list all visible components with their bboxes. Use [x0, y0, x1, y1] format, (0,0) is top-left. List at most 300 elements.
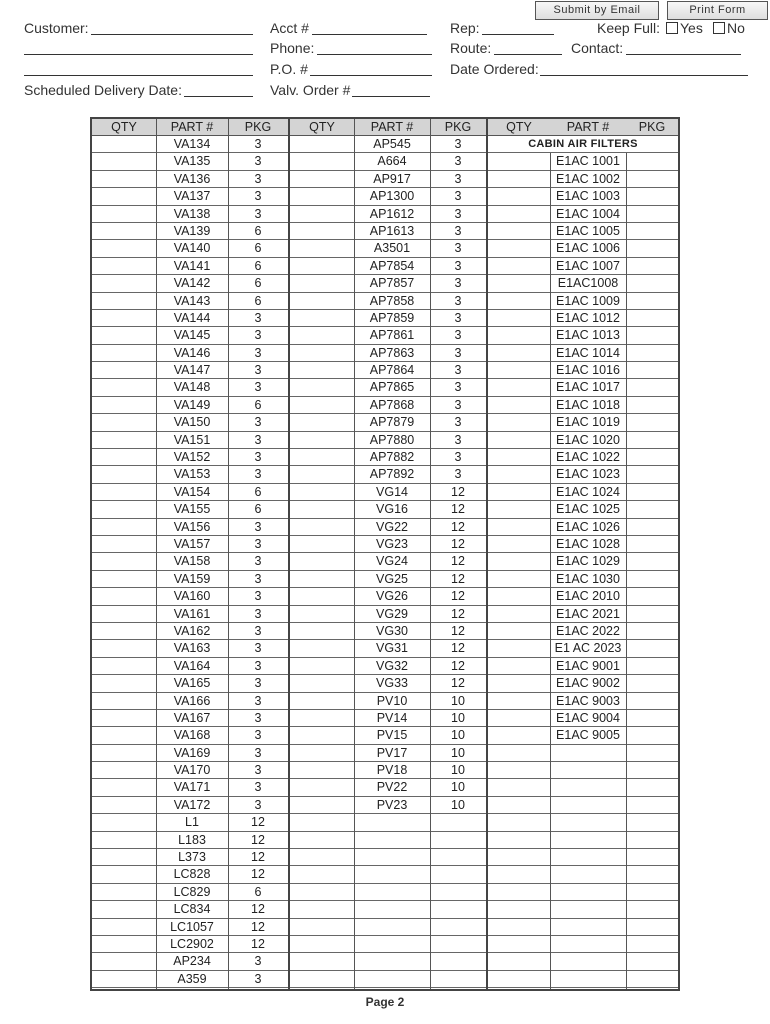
qty-input[interactable]: [92, 553, 156, 569]
qty-input[interactable]: [488, 327, 550, 343]
qty-input[interactable]: [290, 293, 354, 309]
order-panel-2: [290, 119, 486, 989]
table-row: [92, 953, 288, 970]
qty-input[interactable]: [290, 623, 354, 639]
qty-input[interactable]: [290, 745, 354, 761]
qty-input[interactable]: [488, 745, 550, 761]
qty-input[interactable]: [488, 588, 550, 604]
table-row: [92, 310, 288, 327]
qty-input[interactable]: [290, 414, 354, 430]
qty-input[interactable]: [92, 397, 156, 413]
part-number: VA135: [173, 154, 211, 169]
part-number: LC834: [173, 902, 211, 917]
qty-input[interactable]: [488, 188, 550, 204]
pkg-count: 3: [254, 450, 262, 465]
qty-input[interactable]: [488, 953, 550, 969]
part-number: PV14: [376, 710, 408, 725]
qty-input[interactable]: [290, 484, 354, 500]
part-number: VG14: [376, 484, 408, 499]
qty-input[interactable]: [92, 171, 156, 187]
qty-input[interactable]: [92, 797, 156, 813]
qty-input[interactable]: [290, 188, 354, 204]
qty-input[interactable]: [290, 240, 354, 256]
qty-input[interactable]: [290, 449, 354, 465]
pkg-count: 3: [254, 971, 262, 986]
qty-input[interactable]: [92, 623, 156, 639]
table-row: [488, 362, 678, 379]
qty-input[interactable]: [92, 536, 156, 552]
qty-input[interactable]: [92, 640, 156, 656]
qty-input[interactable]: [488, 310, 550, 326]
part-number: E1AC 1004: [556, 206, 620, 221]
table-row: [92, 571, 288, 588]
table-row: [290, 745, 486, 762]
qty-input[interactable]: [290, 379, 354, 395]
qty-input[interactable]: [92, 571, 156, 587]
column-divider: [430, 119, 431, 989]
qty-input[interactable]: [92, 762, 156, 778]
part-number: VG33: [376, 676, 408, 691]
qty-input[interactable]: [92, 675, 156, 691]
qty-input[interactable]: [290, 901, 354, 917]
qty-input[interactable]: [290, 936, 354, 952]
part-number: VG31: [376, 641, 408, 656]
qty-input[interactable]: [488, 762, 550, 778]
pkg-count: 3: [454, 241, 462, 256]
qty-input[interactable]: [488, 397, 550, 413]
part-number: VA139: [173, 223, 211, 238]
qty-input[interactable]: [488, 919, 550, 935]
table-row: [290, 171, 486, 188]
table-row: [92, 710, 288, 727]
qty-input[interactable]: [488, 414, 550, 430]
table-row: [290, 258, 486, 275]
table-row: [488, 606, 678, 623]
table-row: [290, 432, 486, 449]
print-form-button[interactable]: Print Form: [667, 1, 768, 20]
table-row: [290, 310, 486, 327]
qty-input[interactable]: [92, 971, 156, 987]
qty-input[interactable]: [92, 745, 156, 761]
qty-input[interactable]: [92, 710, 156, 726]
pkg-count: 3: [454, 363, 462, 378]
part-number: E1 AC 2023: [554, 641, 622, 656]
qty-input[interactable]: [488, 223, 550, 239]
header-pkg: PKG: [244, 120, 272, 134]
qty-input[interactable]: [290, 693, 354, 709]
table-row: [92, 362, 288, 379]
pkg-count: 3: [254, 415, 262, 430]
qty-input[interactable]: [92, 658, 156, 674]
pkg-count: 3: [454, 467, 462, 482]
table-row: [92, 136, 288, 153]
qty-input[interactable]: [92, 275, 156, 291]
customer-line-2[interactable]: [24, 54, 253, 55]
qty-input[interactable]: [290, 849, 354, 865]
table-row: [290, 379, 486, 396]
qty-input[interactable]: [290, 710, 354, 726]
part-number: AP1612: [369, 206, 415, 221]
part-number: VG26: [376, 589, 408, 604]
qty-input[interactable]: [290, 310, 354, 326]
table-row: [92, 675, 288, 692]
pkg-count: 12: [451, 571, 465, 586]
qty-input[interactable]: [290, 571, 354, 587]
qty-input[interactable]: [92, 953, 156, 969]
pkg-count: 12: [451, 484, 465, 499]
qty-input[interactable]: [92, 849, 156, 865]
part-number: VA148: [173, 380, 211, 395]
table-row: [290, 866, 486, 883]
table-row: [92, 501, 288, 518]
qty-input[interactable]: [290, 258, 354, 274]
pkg-count: 3: [454, 415, 462, 430]
qty-input[interactable]: [488, 379, 550, 395]
qty-input[interactable]: [290, 640, 354, 656]
no-checkbox[interactable]: [713, 22, 725, 34]
qty-input[interactable]: [290, 675, 354, 691]
part-number: VA151: [173, 432, 211, 447]
pkg-count: 3: [254, 536, 262, 551]
qty-input[interactable]: [290, 727, 354, 743]
yes-checkbox[interactable]: [666, 22, 678, 34]
part-number: VA145: [173, 328, 211, 343]
qty-input[interactable]: [92, 919, 156, 935]
qty-input[interactable]: [488, 658, 550, 674]
qty-input[interactable]: [92, 901, 156, 917]
qty-input[interactable]: [290, 658, 354, 674]
qty-input[interactable]: [92, 832, 156, 848]
table-row: [290, 240, 486, 257]
qty-input[interactable]: [488, 693, 550, 709]
phone-field[interactable]: [317, 54, 432, 55]
qty-input[interactable]: [290, 832, 354, 848]
qty-input[interactable]: [488, 275, 550, 291]
qty-input[interactable]: [488, 640, 550, 656]
qty-input[interactable]: [92, 240, 156, 256]
qty-input[interactable]: [92, 153, 156, 169]
qty-input[interactable]: [290, 275, 354, 291]
customer-line-3[interactable]: [24, 75, 253, 76]
qty-input[interactable]: [92, 866, 156, 882]
qty-input[interactable]: [488, 606, 550, 622]
qty-input[interactable]: [488, 832, 550, 848]
pkg-count: 3: [254, 206, 262, 221]
qty-input[interactable]: [92, 258, 156, 274]
qty-input[interactable]: [488, 206, 550, 222]
qty-input[interactable]: [290, 588, 354, 604]
qty-input[interactable]: [488, 258, 550, 274]
qty-input[interactable]: [488, 901, 550, 917]
qty-input[interactable]: [290, 919, 354, 935]
qty-input[interactable]: [488, 571, 550, 587]
valv-order-field[interactable]: [352, 96, 430, 97]
part-number: AP7880: [369, 432, 415, 447]
part-number: VA170: [173, 763, 211, 778]
pkg-count: 12: [451, 606, 465, 621]
qty-input[interactable]: [290, 345, 354, 361]
qty-input[interactable]: [488, 536, 550, 552]
table-row: [92, 327, 288, 344]
qty-input[interactable]: [290, 397, 354, 413]
table-row: [92, 240, 288, 257]
scheduled-delivery-label: Scheduled Delivery Date:: [24, 82, 182, 98]
qty-input[interactable]: [290, 327, 354, 343]
qty-input[interactable]: [290, 884, 354, 900]
table-row: [290, 536, 486, 553]
qty-input[interactable]: [290, 466, 354, 482]
qty-input[interactable]: [488, 849, 550, 865]
qty-input[interactable]: [92, 693, 156, 709]
table-row: [488, 640, 678, 657]
qty-input[interactable]: [92, 327, 156, 343]
qty-input[interactable]: [290, 206, 354, 222]
qty-input[interactable]: [488, 153, 550, 169]
qty-input[interactable]: [92, 779, 156, 795]
table-row: [290, 953, 486, 970]
part-number: E1AC 9001: [556, 658, 620, 673]
table-row: [488, 293, 678, 310]
qty-input[interactable]: [488, 884, 550, 900]
table-row: [290, 693, 486, 710]
table-row: [92, 275, 288, 292]
table-row: [290, 779, 486, 796]
table-row: [488, 275, 678, 292]
route-label: Route:: [450, 40, 492, 56]
pkg-count: 3: [454, 450, 462, 465]
qty-input[interactable]: [92, 814, 156, 830]
qty-input[interactable]: [92, 414, 156, 430]
pkg-count: 3: [254, 154, 262, 169]
qty-input[interactable]: [92, 206, 156, 222]
table-row: [92, 379, 288, 396]
qty-input[interactable]: [488, 623, 550, 639]
part-number: VA158: [173, 554, 211, 569]
table-row: [290, 640, 486, 657]
qty-input[interactable]: [92, 484, 156, 500]
pkg-count: 6: [254, 258, 262, 273]
qty-input[interactable]: [488, 484, 550, 500]
part-number: AP7861: [369, 328, 415, 343]
acct-field[interactable]: [312, 34, 427, 35]
part-number: L373: [178, 850, 206, 865]
pkg-count: 3: [254, 380, 262, 395]
qty-input[interactable]: [290, 536, 354, 552]
table-row: [92, 171, 288, 188]
order-table: [90, 117, 680, 991]
qty-input[interactable]: [92, 136, 156, 152]
no-label: No: [727, 20, 745, 36]
pkg-count: 3: [454, 432, 462, 447]
part-number: A3501: [373, 241, 411, 256]
qty-input[interactable]: [290, 171, 354, 187]
qty-input[interactable]: [488, 675, 550, 691]
part-number: PV23: [376, 797, 408, 812]
qty-input[interactable]: [488, 814, 550, 830]
qty-input[interactable]: [488, 519, 550, 535]
header-part: PART #: [170, 120, 214, 134]
pkg-count: 3: [454, 276, 462, 291]
header-qty: QTY: [506, 120, 532, 134]
qty-input[interactable]: [92, 379, 156, 395]
pkg-count: 3: [254, 310, 262, 325]
qty-input[interactable]: [290, 362, 354, 378]
qty-input[interactable]: [488, 362, 550, 378]
qty-input[interactable]: [92, 362, 156, 378]
qty-input[interactable]: [290, 814, 354, 830]
qty-input[interactable]: [290, 866, 354, 882]
qty-input[interactable]: [92, 519, 156, 535]
qty-input[interactable]: [92, 588, 156, 604]
pkg-count: 3: [454, 397, 462, 412]
qty-input[interactable]: [488, 240, 550, 256]
contact-field[interactable]: [626, 54, 741, 55]
qty-input[interactable]: [488, 171, 550, 187]
table-row: [488, 240, 678, 257]
table-row: [290, 188, 486, 205]
part-number: VA164: [173, 658, 211, 673]
rep-field[interactable]: [482, 34, 554, 35]
part-number: E1AC 1018: [556, 397, 620, 412]
qty-input[interactable]: [488, 710, 550, 726]
qty-input[interactable]: [92, 293, 156, 309]
customer-field[interactable]: [91, 34, 253, 35]
part-number: LC1057: [170, 919, 214, 934]
qty-input[interactable]: [290, 953, 354, 969]
table-row: [290, 275, 486, 292]
table-row: [290, 293, 486, 310]
qty-input[interactable]: [488, 971, 550, 987]
pkg-count: 12: [251, 902, 265, 917]
qty-input[interactable]: [92, 188, 156, 204]
table-row: [488, 849, 678, 866]
qty-input[interactable]: [290, 223, 354, 239]
qty-input[interactable]: [290, 136, 354, 152]
part-number: VA155: [173, 502, 211, 517]
qty-input[interactable]: [488, 936, 550, 952]
qty-input[interactable]: [290, 971, 354, 987]
pkg-count: 3: [254, 728, 262, 743]
qty-input[interactable]: [92, 936, 156, 952]
pkg-count: 10: [451, 780, 465, 795]
qty-input[interactable]: [92, 884, 156, 900]
part-number: E1AC 2010: [556, 589, 620, 604]
pkg-count: 3: [454, 293, 462, 308]
qty-input[interactable]: [488, 866, 550, 882]
qty-input[interactable]: [92, 501, 156, 517]
part-number: E1AC 1019: [556, 415, 620, 430]
qty-input[interactable]: [488, 449, 550, 465]
keep-full-yes[interactable]: [666, 20, 703, 36]
qty-input[interactable]: [488, 293, 550, 309]
qty-input[interactable]: [290, 432, 354, 448]
qty-input[interactable]: [92, 223, 156, 239]
qty-input[interactable]: [290, 553, 354, 569]
part-number: VA157: [173, 536, 211, 551]
part-number: E1AC 9004: [556, 710, 620, 725]
qty-input[interactable]: [488, 432, 550, 448]
part-number: AP7879: [369, 415, 415, 430]
qty-input[interactable]: [290, 153, 354, 169]
table-row: [488, 519, 678, 536]
part-number: E1AC 1022: [556, 450, 620, 465]
pkg-count: 3: [254, 954, 262, 969]
part-number: VA169: [173, 745, 211, 760]
part-number: VA168: [173, 728, 211, 743]
part-number: PV17: [376, 745, 408, 760]
pkg-count: 3: [254, 763, 262, 778]
part-number: VA140: [173, 241, 211, 256]
table-row: [290, 675, 486, 692]
part-number: VG32: [376, 658, 408, 673]
table-row: [290, 484, 486, 501]
part-number: E1AC 1023: [556, 467, 620, 482]
pkg-count: 12: [451, 658, 465, 673]
qty-input[interactable]: [488, 466, 550, 482]
qty-input[interactable]: [488, 727, 550, 743]
pkg-count: 3: [254, 589, 262, 604]
po-field[interactable]: [310, 75, 432, 76]
pkg-count: 10: [451, 728, 465, 743]
part-number: AP7865: [369, 380, 415, 395]
qty-input[interactable]: [92, 449, 156, 465]
qty-input[interactable]: [488, 553, 550, 569]
table-row: [488, 832, 678, 849]
qty-input[interactable]: [92, 466, 156, 482]
table-row: [92, 745, 288, 762]
qty-input[interactable]: [488, 779, 550, 795]
scheduled-delivery-field[interactable]: [184, 96, 253, 97]
table-row: [488, 379, 678, 396]
pkg-count: 3: [254, 693, 262, 708]
qty-input[interactable]: [488, 797, 550, 813]
qty-input[interactable]: [92, 345, 156, 361]
qty-input[interactable]: [290, 501, 354, 517]
table-row: [290, 414, 486, 431]
part-number: VA142: [173, 276, 211, 291]
table-row: [92, 658, 288, 675]
part-number: E1AC 1002: [556, 171, 620, 186]
qty-input[interactable]: [290, 606, 354, 622]
qty-input[interactable]: [290, 762, 354, 778]
table-row: [290, 936, 486, 953]
pkg-count: 12: [451, 554, 465, 569]
qty-input[interactable]: [488, 345, 550, 361]
qty-input[interactable]: [92, 727, 156, 743]
pkg-count: 3: [254, 554, 262, 569]
qty-input[interactable]: [290, 519, 354, 535]
pkg-count: 3: [454, 206, 462, 221]
qty-input[interactable]: [92, 606, 156, 622]
pkg-count: 3: [254, 363, 262, 378]
column-divider: [228, 119, 229, 989]
route-field[interactable]: [494, 54, 562, 55]
qty-input[interactable]: [92, 432, 156, 448]
part-number: LC829: [173, 884, 211, 899]
table-row: [488, 206, 678, 223]
submit-by-email-button[interactable]: Submit by Email: [535, 1, 659, 20]
qty-input[interactable]: [92, 310, 156, 326]
qty-input[interactable]: [290, 779, 354, 795]
pkg-count: 12: [451, 536, 465, 551]
keep-full-no[interactable]: [713, 20, 745, 36]
qty-input[interactable]: [488, 501, 550, 517]
date-ordered-field[interactable]: [540, 75, 748, 76]
part-number: E1AC 9005: [556, 728, 620, 743]
table-row: [92, 536, 288, 553]
qty-input[interactable]: [290, 797, 354, 813]
page-number: Page 2: [365, 995, 405, 1009]
